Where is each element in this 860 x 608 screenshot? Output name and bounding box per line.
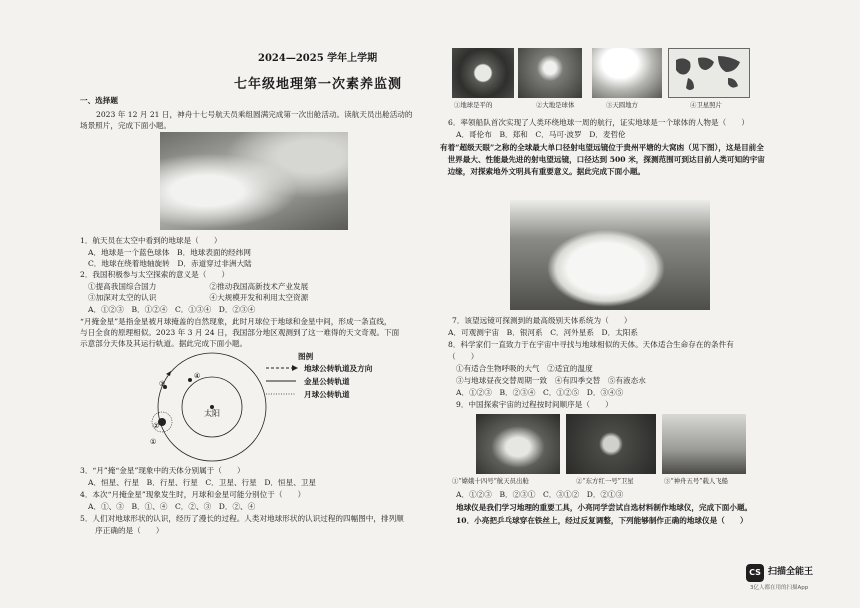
caption-3: ③天圆地方: [606, 101, 638, 109]
section-heading: 一、选择题: [80, 96, 118, 105]
astronaut-eva-photo: [160, 132, 348, 230]
legend-title: 图例: [298, 352, 314, 361]
rocket-photo: [662, 414, 746, 474]
q9-options: A．①②③ B．②③① C．③①② D．②①③: [456, 490, 624, 499]
q8-statements-2: ③与地球昼夜交替周期一致 ④有四季交替 ⑤有液态水: [456, 376, 646, 385]
legend-venus-orbit: 金星公转轨道: [304, 377, 350, 386]
q4-stem: 4．本次“月掩金星”现象发生时，月球和金星可能分别位于（ ）: [80, 490, 306, 499]
passage2-line-1: “月掩金星”是指金星被月球掩盖的自然现象，此时月球位于地球和金星中间，形成一条直线，: [80, 317, 392, 326]
caption-9-2: ②“东方红一号”卫星: [576, 477, 634, 485]
legend-symbols: [266, 363, 306, 403]
passage2-line-3: 示意部分天体及其运行轨道。据此完成下面小题。: [80, 339, 248, 348]
q1-options-ab: A．地球是一个蓝色球体 B．地球表面的经纬网: [88, 248, 251, 257]
ship-horizon-picture: [518, 48, 582, 98]
q8-stem-2: （ ）: [448, 352, 479, 361]
q3-options: A．恒星、行星 B．行星、行星 C．卫星、行星 D．恒星、卫星: [88, 478, 316, 487]
q2-statements-1: ①提高我国综合国力 ②推动我国高新技术产业发展: [88, 282, 309, 291]
intro-line-2: 场景照片，完成下面小题。: [80, 121, 172, 130]
astronaut-photo: [476, 414, 560, 474]
q5-stem-2: 序正确的是（ ）: [80, 526, 164, 535]
q6-options: A．哥伦布 B．郑和 C．马可·波罗 D．麦哲伦: [456, 130, 626, 139]
world-map-picture: [668, 48, 750, 98]
round-sky-picture: [592, 48, 662, 98]
q10-intro: 地球仪是我们学习地理的重要工具，小亮同学尝试自选材料制作地球仪，完成下面小题。: [456, 503, 753, 512]
q8-stem-1: 8．科学家们一直致力于在宇宙中寻找与地球相似的天体。天体适合生命存在的条件有: [448, 340, 734, 349]
orbit-diagram: [130, 352, 280, 462]
q3-stem: 3．“月”掩“金星”现象中的天体分别属于（ ）: [80, 466, 245, 475]
svg-text:①: ①: [150, 438, 157, 446]
q7-options: A．可观测宇宙 B．银河系 C．河外星系 D．太阳系: [448, 328, 639, 337]
sun-label: 太阳: [204, 409, 220, 418]
passage2-line-2: 与日全食的原理相似。2023 年 3 月 24 日，我国部分地区观测到了这一难得的天文奇观。下面: [80, 328, 400, 337]
q1-stem: 1．航天员在太空中看到的地球是（ ）: [80, 236, 222, 245]
caption-4: ④卫星照片: [690, 101, 722, 109]
passage3-line-1: 有着“超级天眼”之称的全球最大单口径射电望远镜位于贵州平塘的大窝凼（见下图），这是目前全: [440, 143, 764, 152]
q10-stem: 10．小亮把乒乓球穿在铁丝上，经过反复调整，下列能够制作正确的地球仪是（ ）: [456, 516, 748, 525]
scanner-app-name: 扫描全能王: [768, 567, 814, 577]
scanner-watermark: [746, 564, 840, 594]
legend-earth-orbit: 地球公转轨道及方向: [304, 364, 373, 373]
scanner-logo-icon: CS: [746, 564, 764, 582]
exam-title: 七年级地理第一次素养监测: [234, 77, 403, 92]
q8-statements-1: ①有适合生物呼吸的大气 ②适宜的温度: [456, 364, 593, 373]
q9-stem: 9．中国探索宇宙的过程按时间顺序是（ ）: [456, 400, 613, 409]
q2-stem: 2．我国积极参与太空探索的意义是（ ）: [80, 270, 230, 279]
q6-stem: 6．率领船队首次实现了人类环绕地球一周的航行，证实地球是一个球体的人物是（ ）: [448, 118, 749, 127]
q1-options-cd: C．地球在绕着地轴旋转 D．赤道穿过非洲大陆: [88, 259, 252, 268]
q2-statements-2: ③加深对太空的认识 ④大规模开发和利用太空资源: [88, 293, 309, 302]
school-year: 2024—2025 学年上学期: [258, 53, 378, 64]
intro-line-1: 2023 年 12 月 21 日，神舟十七号航天员乘组圆满完成第一次出舱活动。读航天员出舱活动的: [96, 110, 413, 119]
caption-2: ②大地是球体: [536, 101, 575, 109]
caption-1: ①地球是平的: [454, 101, 493, 109]
svg-text:②: ②: [153, 422, 160, 430]
q8-options: A．①②③ B．②③④ C．①②⑤ D．③④⑤: [456, 388, 624, 397]
passage3-line-3: 边缘，对探索地外文明具有重要意义。据此完成下面小题。: [440, 167, 646, 176]
caption-9-3: ③“神舟五号”载人飞船: [664, 477, 729, 485]
q2-options: A．①②③ B．①②④ C．①③④ D．②③④: [88, 305, 256, 314]
q5-stem-1: 5．人们对地球形状的认识，经历了漫长的过程。人类对地球形状的认识过程的四幅图中，排列顺: [80, 514, 404, 523]
svg-text:④: ④: [194, 372, 201, 380]
caption-9-1: ①“嫦娥十四号”航天员出舱: [452, 477, 529, 485]
passage3-line-2: 世界最大、性能最先进的射电望远镜，口径达到 500 米，探测范围可到达目前人类可知的宇宙: [440, 155, 765, 164]
satellite-photo: [566, 414, 656, 474]
q4-options: A．①、③ B．①、④ C．②、③ D．②、④: [88, 502, 256, 511]
scanner-app-slogan: 3亿人都在用的扫描App: [750, 585, 809, 591]
legend-moon-orbit: 月球公转轨道: [304, 390, 350, 399]
q7-stem: 7．该望远镜可探测到的最高级别天体系统为（ ）: [452, 316, 632, 325]
flat-earth-picture: [452, 48, 514, 98]
fast-telescope-photo: [510, 200, 710, 310]
svg-text:③: ③: [159, 380, 166, 388]
